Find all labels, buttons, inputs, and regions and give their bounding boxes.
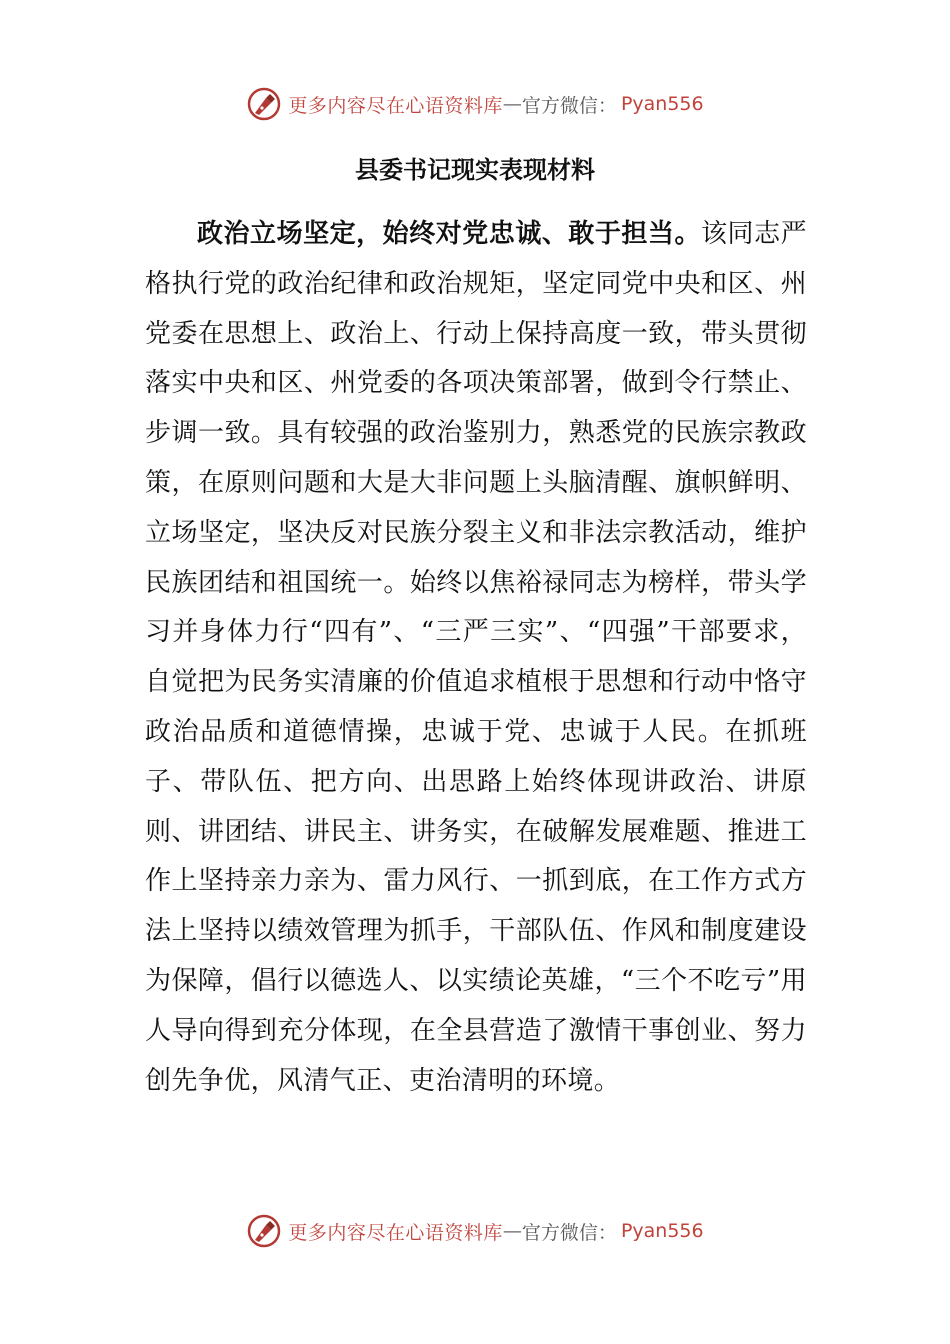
header-banner: [0, 82, 950, 126]
pen-nib-logo-icon: [246, 86, 282, 122]
banner-separator: —: [502, 1220, 522, 1242]
banner-main-text: 更多内容尽在心语资料库: [288, 1221, 503, 1244]
banner-main-text: 更多内容尽在心语资料库: [288, 94, 503, 117]
banner-wechat-id: Pyan556: [620, 1220, 704, 1242]
lead-sentence: 政治立场坚定，始终对党忠诚、敢于担当。: [197, 219, 702, 249]
body-paragraph: [145, 210, 807, 1106]
banner-wechat-label: 官方微信：: [521, 1221, 617, 1244]
banner-wechat-label: 官方微信：: [521, 94, 617, 117]
banner-separator: —: [502, 93, 522, 115]
document-title: 县委书记现实表现材料: [355, 156, 595, 184]
footer-banner: [0, 1209, 950, 1253]
body-text: 该同志严格执行党的政治纪律和政治规矩，坚定同党中央和区、州党委在思想上、政治上、行动上保持高度一致，带头贯彻落实中央和区、州党委的各项决策部署，做到令行禁止、步调一致。具有较强的政治鉴别力，熟悉党的民族宗教政策，在原则问题和大是大非问题上头脑清醒、旗帜鲜明、立场坚定，坚决反对民族分裂主义和非法宗教活动，维护民族团结和祖国统一。始终以焦裕禄同志为榜样，带头学习并身体力行“四有”、“三严三实”、“四强”干部要求，自觉把为民务实清廉的价值追求植根于思想和行动中恪守政治品质和道德情操，忠诚于党、忠诚于人民。在抓班子、带队伍、把方向、出思路上始终体现讲政治、讲原则、讲团结、讲民主、讲务实，在破解发展难题、推进工作上坚持亲力亲为、雷力风行、一抓到底，在工作方式方法上坚持以绩效管理为抓手，干部队伍、作风和制度建设为保障，倡行以德选人、以实绩论英雄，“三个不吃亏”用人导向得到充分体现，在全县营造了激情干事创业、努力创先争优，风清气正、吏治清明的环境。: [145, 219, 807, 1096]
pen-nib-logo-icon: [246, 1213, 282, 1249]
banner-wechat-id: Pyan556: [620, 93, 704, 115]
